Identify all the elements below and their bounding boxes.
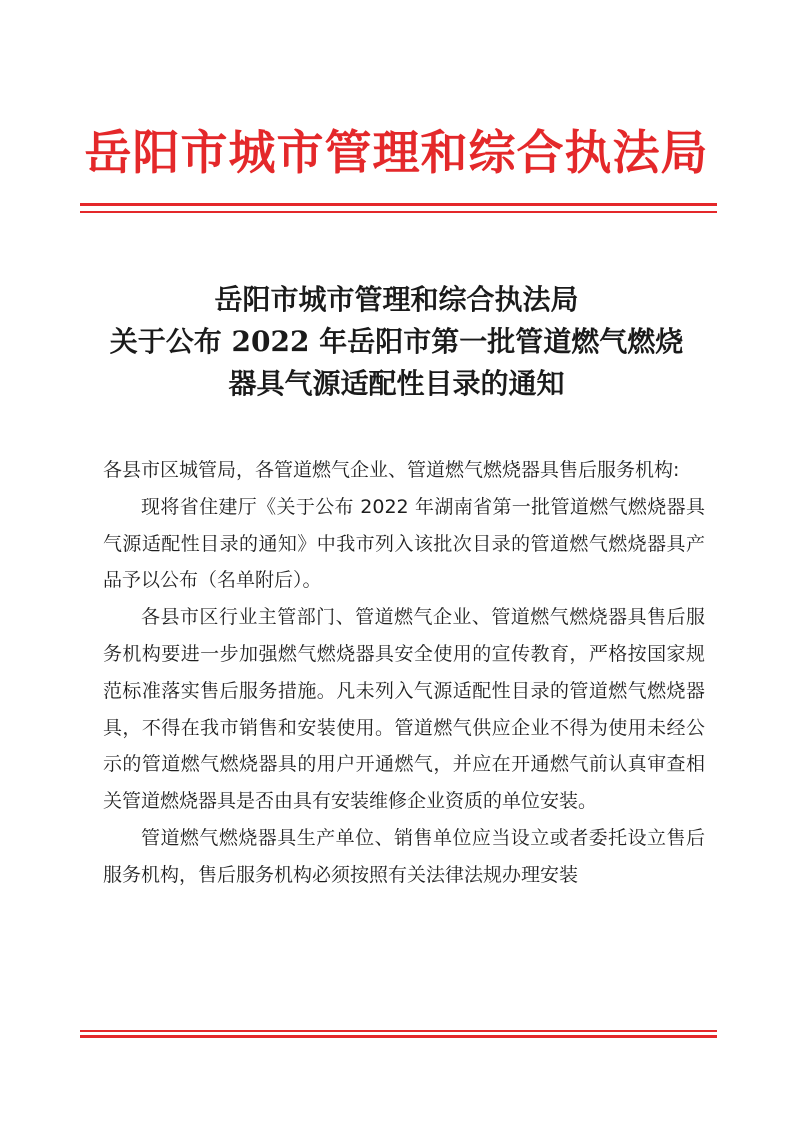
letterhead-rule-thick bbox=[80, 203, 717, 206]
document-title-line-1: 岳阳市城市管理和综合执法局 bbox=[214, 283, 579, 316]
paragraph-1: 现将省住建厅《关于公布 2022 年湖南省第一批管道燃气燃烧器具气源适配性目录的通知》中我市列入该批次目录的管道燃气燃烧器具产品予以公布（名单附后）。 bbox=[103, 495, 705, 592]
document-title bbox=[80, 279, 713, 405]
footer-rule-thick bbox=[80, 1035, 717, 1038]
salutation: 各县市区城管局，各管道燃气企业、管道燃气燃烧器具售后服务机构: bbox=[103, 459, 680, 481]
document-title-line-2: 关于公布 2022 年岳阳市第一批管道燃气燃烧 bbox=[109, 325, 684, 358]
paragraph-2: 各县市区行业主管部门、管道燃气企业、管道燃气燃烧器具售后服务机构要进一步加强燃气燃烧器具安全使用的宣传教育，严格按国家规范标准落实售后服务措施。凡未列入气源适配性目录的管道燃气燃烧器具，不得在我市销售和安装使用。管道燃气供应企业不得为使用未经公示的管道燃气燃烧器具的用户开通燃气，并应在开通燃气前认真审查相关管道燃烧器具是否由具有安装维修企业资质的单位安装。 bbox=[103, 606, 705, 813]
letterhead-rule-thin bbox=[80, 211, 717, 213]
paragraph-3: 管道燃气燃烧器具生产单位、销售单位应当设立或者委托设立售后服务机构，售后服务机构必须按照有关法律法规办理安装 bbox=[103, 826, 705, 886]
letterhead-title: 岳阳市城市管理和综合执法局 bbox=[84, 126, 709, 181]
footer-rule-thin bbox=[80, 1030, 717, 1032]
document-title-line-3: 器具气源适配性目录的通知 bbox=[228, 367, 565, 400]
document-body bbox=[103, 452, 705, 894]
